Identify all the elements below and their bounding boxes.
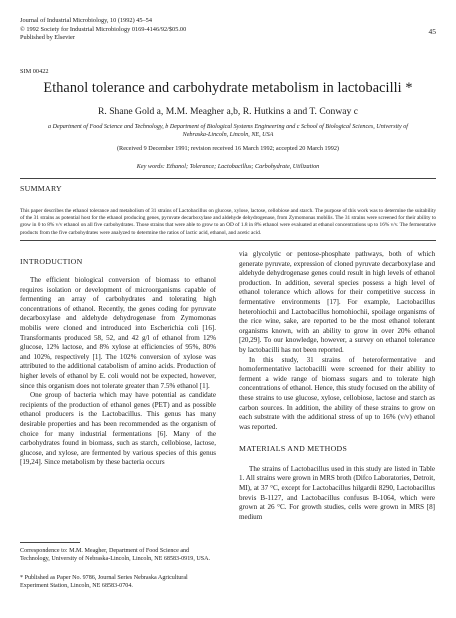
summary-top-rule <box>20 178 436 179</box>
journal-citation: Journal of Industrial Microbiology, 10 (1992) 45–54 <box>20 17 152 24</box>
author-list: R. Shane Gold a, M.M. Meagher a,b, R. Hutkins a and T. Conway c <box>98 106 358 117</box>
introduction-heading: INTRODUCTION <box>20 257 83 266</box>
methods-paragraph: The strains of Lactobacillus used in this study are listed in Table 1. All strains were grown in MRS broth (Difco Laboratories, Detroit, MI), at 37 °C, except for Lactobacillus hilgardii 8290, Lactobacillus brevis B-1127, and Lactobacillus confusus B-1064, which were grown at 26 °C. For growth studies, cells were grown in MRS [8] medium <box>239 464 435 521</box>
intro-paragraph: The efficient biological conversion of biomass to ethanol requires isolation or development of microorganisms capable of fermenting an array of carbohydrates and tolerating high concentrations of ethanol. Recently, the genes coding for pyruvate decarboxylase and aldehyde dehydrogenase from Zymomonas mobilis were cloned and introduced into Escherichia coli [16]. Transformants produced 58, 52, and 42 g/l of ethanol from 12% glucose, 12% lactose, and 8% xylose at efficiencies of 95%, 80% and 102%, respectively [1]. The 102% conversion of xylose was attributed to the additional catabolism of amino acids. Production of higher levels of ethanol by E. coli would not be expected, however, since this organism does not tolerate greater than 7.5% ethanol [1]. <box>20 276 216 390</box>
affiliations: a Department of Food Science and Technology, b Department of Biological Systems Engineering and c School of Biological Sciences, University of Nebraska-Lincoln, Lincoln, NE, USA <box>48 124 408 138</box>
correspondence-footnote: Correspondence to: M.M. Meagher, Department of Food Science and Technology, University of Nebraska-Lincoln, Lincoln, NE 68583-0919, USA. <box>20 548 211 562</box>
footnote-rule <box>20 542 80 543</box>
summary-text: This paper describes the ethanol tolerance and metabolism of 31 strains of Lactobacillus on glucose, xylose, lactose, cellobiose and starch. The purpose of this work was to determine the suitability of the 31 strains as potential host for the ethanol producing genes, pyruvate decarboxylase and aldehyde dehydrogenase, from Zymomonas mobilis. The 31 strains were screened for their ability to grow in 0 to 8% v/v ethanol on all five carbohydrates. Those strains that were able to grow to an OD of 1.8 in 8% ethanol were evaluated at ethanol concentrations up to 16% v/v. The fermentative products from the five carbohydrates were analyzed to determine the ratios of lactic acid, ethanol, and acetic acid. <box>20 208 436 236</box>
left-column <box>20 276 216 468</box>
copyright-line: © 1992 Society for Industrial Microbiology 0169-4146/92/$05.00 <box>20 25 187 33</box>
summary-bottom-rule <box>20 240 436 241</box>
summary-heading: SUMMARY <box>20 184 62 193</box>
keywords: Key words: Ethanol; Tolerance; Lactobacillus; Carbohydrate, Utilization <box>136 163 320 170</box>
publisher-line: Published by Elsevier <box>20 34 75 42</box>
publication-footnote: * Published as Paper No. 9786, Journal Series Nebraska Agricultural Experiment Station, Lincoln, NE 68583-0704. <box>20 575 188 589</box>
right-column <box>239 250 435 522</box>
received-dates: (Received 9 December 1991; revision received 16 March 1992; accepted 20 March 1992) <box>117 145 339 152</box>
intro-paragraph: One group of bacteria which may have potential as candidate recipients of the production of ethanol genes (PET) and as possible ethanol producers is the Lactobacillus. This genus has many desirable properties and has been recommended as the organism of choice for many industrial fermentations [6]. Many of the carbohydrates found in biomass, such as starch, cellobiose, lactose, glucose, and xylose, are fermented by various species of this genus [19,24]. Since metabolism by these bacteria occurs <box>20 391 216 467</box>
body-paragraph: In this study, 31 strains of heterofermentative and homofermentative lactobacilli were screened for their ability to ferment a wide range of biomass sugars and to tolerate high concentrations of ethanol. Hence, this study focused on the ability of these strains to use glucose, xylose, cellobiose, lactose and starch as carbon sources. In addition, the ability of these strains to grow on each substrate with the additional stress of up to 16% (v/v) ethanol was reported. <box>239 355 435 431</box>
paper-title: Ethanol tolerance and carbohydrate metabolism in lactobacilli * <box>43 80 413 96</box>
page-number: 45 <box>428 27 436 36</box>
methods-heading: MATERIALS AND METHODS <box>239 444 348 454</box>
journal-header <box>20 17 320 43</box>
sim-id: SIM 00422 <box>20 68 49 75</box>
body-paragraph: via glycolytic or pentose-phosphate pathways, both of which generate pyruvate, expression of cloned pyruvate decarboxylase and aldehyde dehydrogenase genes could result in high levels of ethanol production. In addition, several species possess a high level of ethanol tolerance which allows for their competitive success in fermentative environments [17]. For example, Lactobacillus heterohiochii and Lactobacillus homohiochii, spoilage organisms of the rice wine, sake, are reported to be the most ethanol tolerant organisms known, with an ability to grow in over 20% ethanol [20,29]. To our knowledge, however, a survey on ethanol tolerance by lactobacilli has not been reported. <box>239 250 435 354</box>
